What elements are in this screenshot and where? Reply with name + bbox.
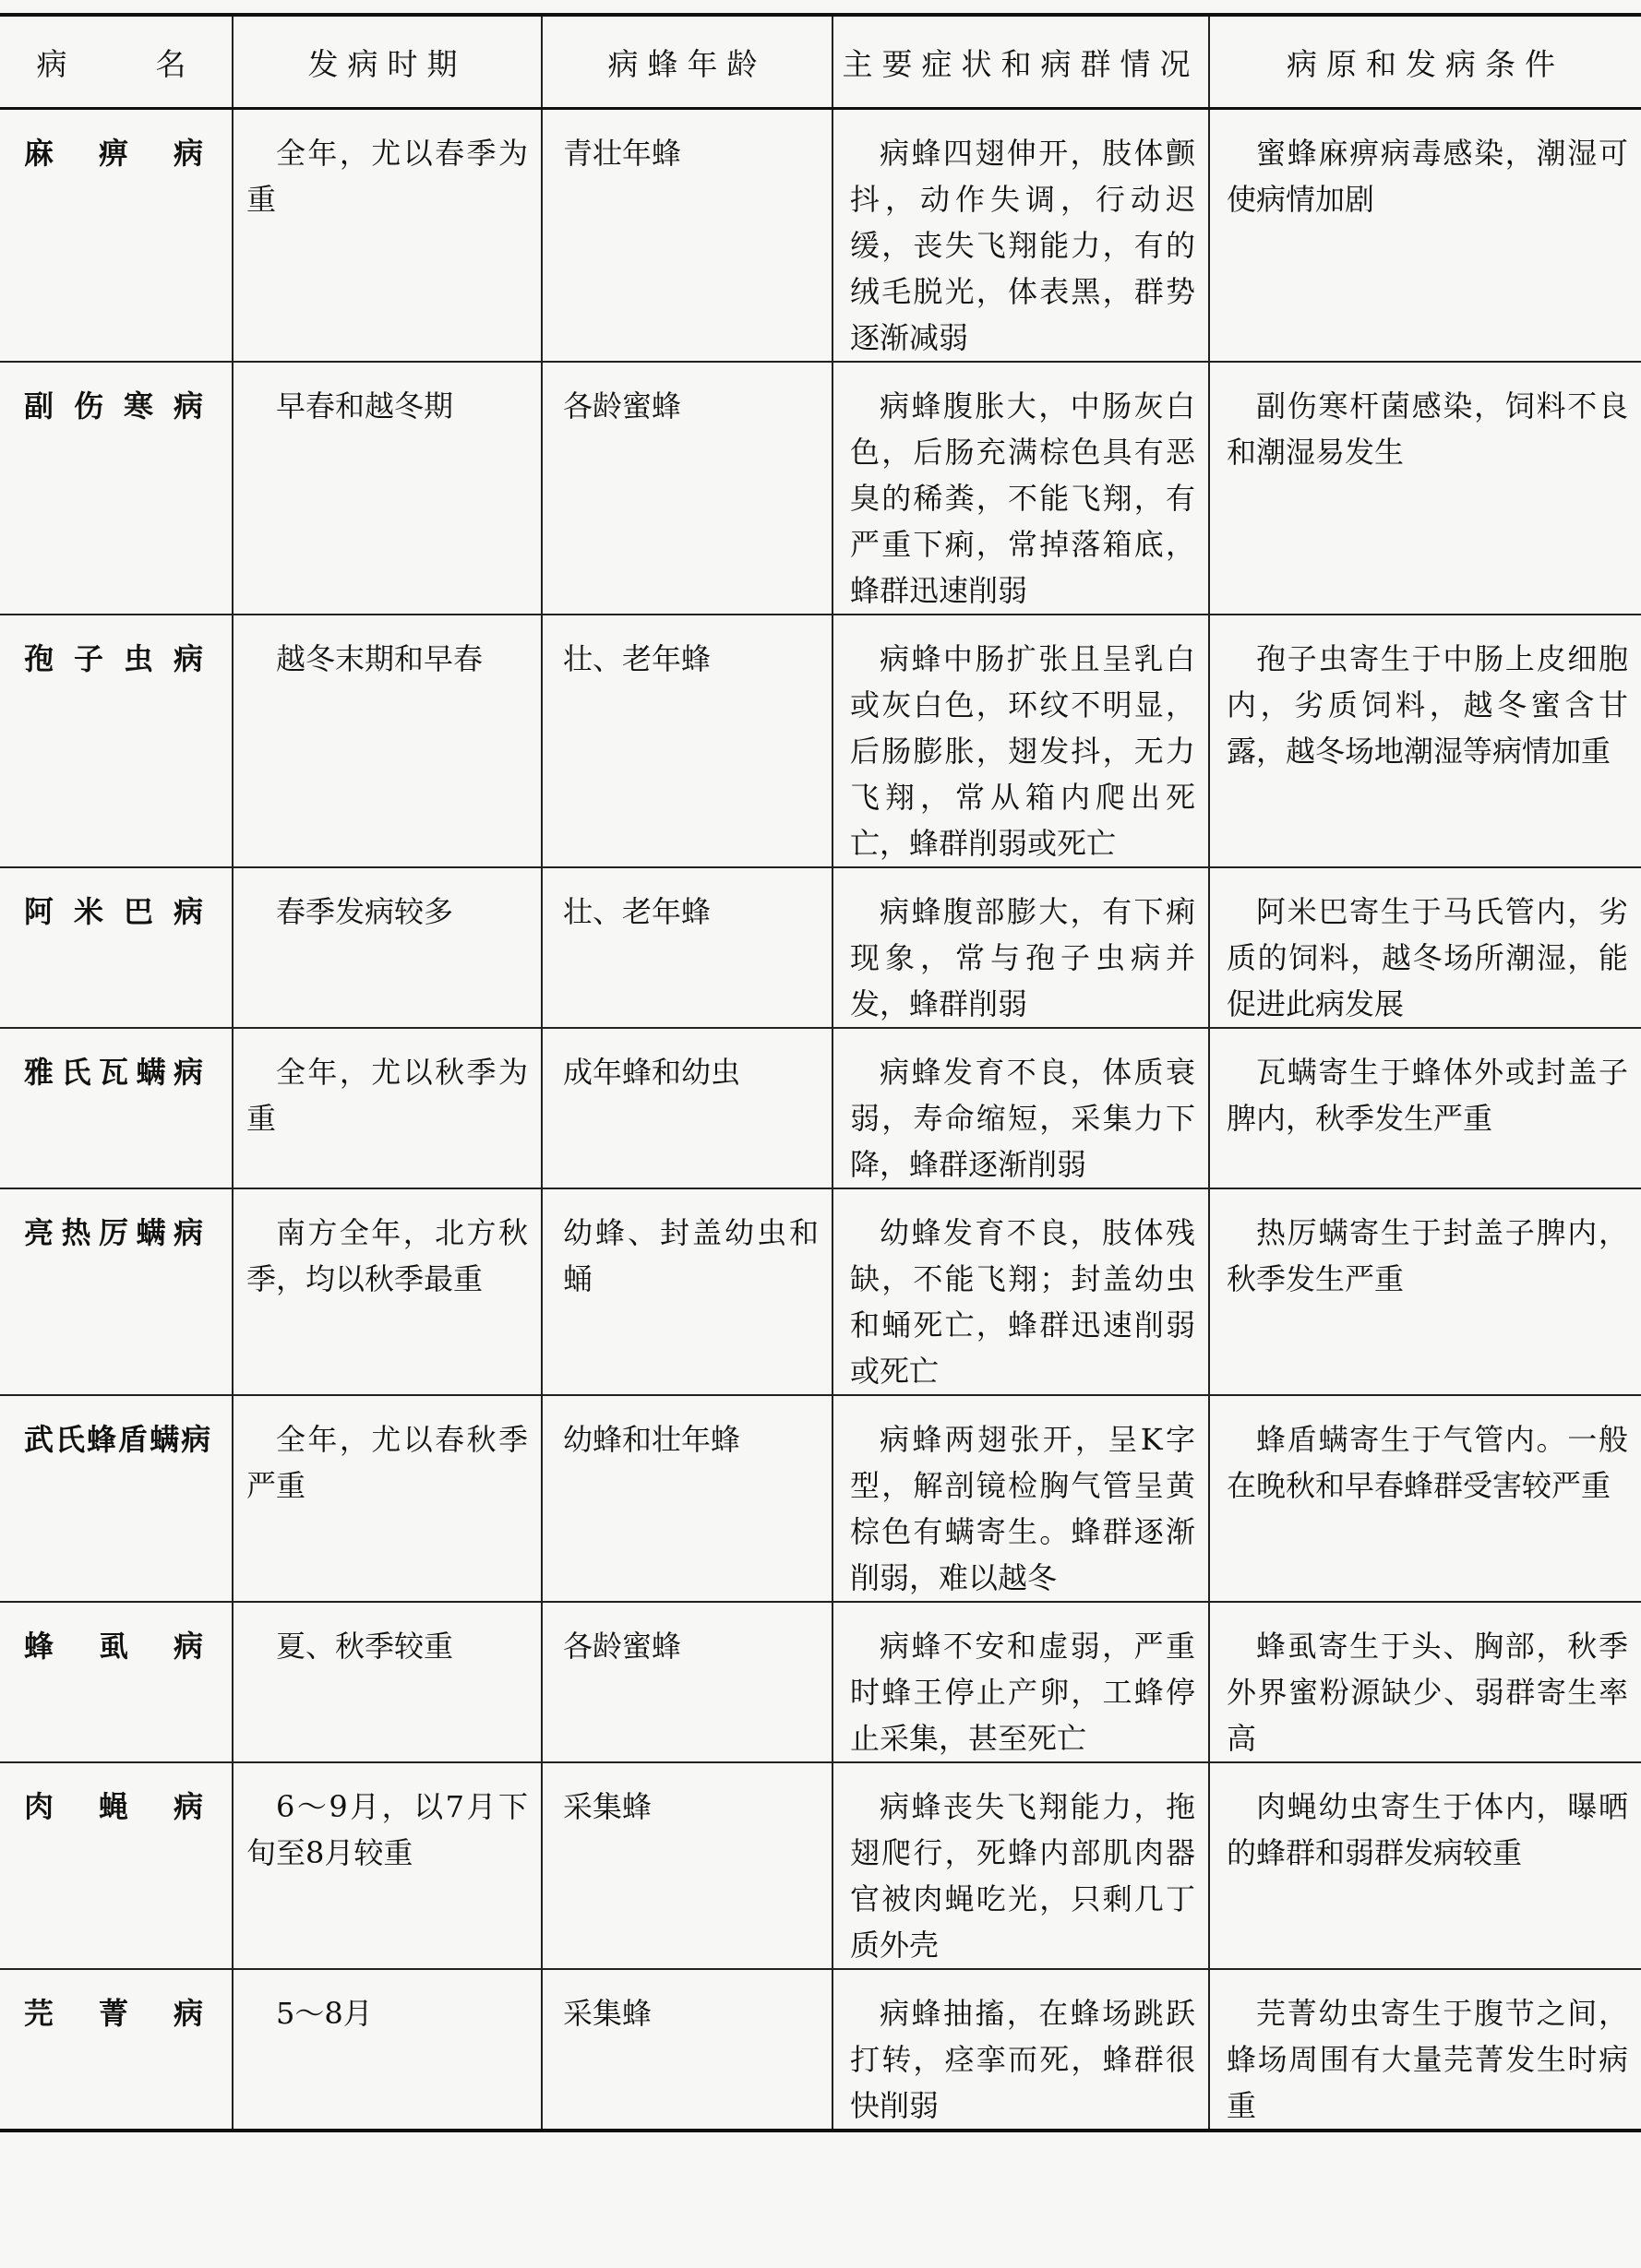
header-bee-age: 病蜂年龄 — [542, 15, 832, 109]
table-row — [0, 1762, 1641, 1969]
cause-cell: 肉蝇幼虫寄生于体内，曝晒的蜂群和弱群发病较重 — [1209, 1762, 1641, 1969]
disease-name-char: 肉 — [24, 1789, 56, 1824]
disease-name-char: 巴 — [123, 894, 155, 929]
cause-cell: 热厉螨寄生于封盖子脾内，秋季发生严重 — [1209, 1188, 1641, 1395]
cause-cell: 副伤寒杆菌感染，饲料不良和潮湿易发生 — [1209, 362, 1641, 615]
cause-cell: 孢子虫寄生于中肠上皮细胞内，劣质饲料，越冬蜜含甘露，越冬场地潮湿等病情加重 — [1209, 615, 1641, 867]
disease-name — [24, 1623, 205, 1669]
disease-name-char: 病 — [173, 1789, 205, 1824]
disease-name-char: 病 — [173, 1055, 205, 1090]
header-disease-name: 病 名 — [0, 15, 233, 109]
bee-age-cell: 幼蜂、封盖幼虫和蛹 — [542, 1188, 832, 1395]
onset-period-cell: 夏、秋季较重 — [233, 1602, 542, 1762]
disease-name-char: 病 — [173, 388, 205, 424]
bee-age-cell: 壮、老年蜂 — [542, 615, 832, 867]
disease-name-cell — [0, 1602, 233, 1762]
disease-name-cell — [0, 1028, 233, 1188]
disease-name-char: 孢 — [24, 641, 56, 676]
header-onset-period: 发病时期 — [233, 15, 542, 109]
disease-name-cell — [0, 1395, 233, 1602]
bee-disease-table — [0, 13, 1641, 2132]
bee-age-cell: 采集蜂 — [542, 1969, 832, 2131]
header-row — [0, 15, 1641, 109]
disease-name-cell — [0, 1969, 233, 2131]
cause-cell: 蜂虱寄生于头、胸部，秋季外界蜜粉源缺少、弱群寄生率高 — [1209, 1602, 1641, 1762]
cause-cell: 阿米巴寄生于马氏管内，劣质的饲料，越冬场所潮湿，能促进此病发展 — [1209, 867, 1641, 1028]
disease-name-char: 蝇 — [98, 1789, 130, 1824]
disease-name — [24, 636, 205, 682]
onset-period-cell: 5～8月 — [233, 1969, 542, 2131]
disease-name-char: 氏 — [55, 1422, 88, 1457]
table-row — [0, 1028, 1641, 1188]
disease-name-char: 病 — [173, 1215, 205, 1250]
disease-name — [24, 383, 205, 429]
table-row — [0, 867, 1641, 1028]
symptoms-cell: 病蜂四翅伸开，肢体颤抖，动作失调，行动迟缓，丧失飞翔能力，有的绒毛脱光，体表黑，群势逐渐减弱 — [832, 109, 1209, 363]
disease-name — [24, 1416, 213, 1462]
disease-name-char: 瓦 — [98, 1055, 130, 1090]
disease-name-char: 厉 — [98, 1215, 130, 1250]
disease-name-cell — [0, 362, 233, 615]
onset-period-cell: 全年，尤以秋季为重 — [233, 1028, 542, 1188]
onset-period-cell: 早春和越冬期 — [233, 362, 542, 615]
symptoms-cell: 病蜂不安和虚弱，严重时蜂王停止产卵，工蜂停止采集，甚至死亡 — [832, 1602, 1209, 1762]
disease-name-char: 蜂 — [87, 1422, 119, 1457]
symptoms-cell: 病蜂发育不良，体质衰弱，寿命缩短，采集力下降，蜂群逐渐削弱 — [832, 1028, 1209, 1188]
disease-name-char: 氏 — [61, 1055, 93, 1090]
header-cause-conditions: 病原和发病条件 — [1209, 15, 1641, 109]
disease-name — [24, 1210, 205, 1256]
table-row — [0, 1188, 1641, 1395]
cause-cell: 蜂盾螨寄生于气管内。一般在晚秋和早春蜂群受害较严重 — [1209, 1395, 1641, 1602]
disease-name-char: 病 — [173, 1996, 205, 2031]
onset-period-cell: 南方全年，北方秋季，均以秋季最重 — [233, 1188, 542, 1395]
table-row — [0, 1602, 1641, 1762]
disease-name — [24, 1049, 205, 1095]
disease-name-cell — [0, 615, 233, 867]
bee-age-cell: 青壮年蜂 — [542, 109, 832, 363]
bee-age-cell: 成年蜂和幼虫 — [542, 1028, 832, 1188]
disease-name-char: 病 — [173, 894, 205, 929]
disease-name-char: 芫 — [24, 1996, 56, 2031]
disease-name-char: 螨 — [136, 1215, 168, 1250]
bee-age-cell: 各龄蜜蜂 — [542, 362, 832, 615]
disease-name-cell — [0, 109, 233, 363]
onset-period-cell: 6～9月，以7月下旬至8月较重 — [233, 1762, 542, 1969]
symptoms-cell: 病蜂两翅张开，呈K字型，解剖镜检胸气管呈黄棕色有螨寄生。蜂群逐渐削弱，难以越冬 — [832, 1395, 1209, 1602]
table-row — [0, 109, 1641, 363]
symptoms-cell: 病蜂中肠扩张且呈乳白或灰白色，环纹不明显，后肠膨胀，翅发抖，无力飞翔，常从箱内爬出死亡，蜂群削弱或死亡 — [832, 615, 1209, 867]
disease-name-char: 病 — [173, 136, 205, 171]
header-symptoms: 主要症状和病群情况 — [832, 15, 1209, 109]
disease-name — [24, 1784, 205, 1830]
disease-name-char: 麻 — [24, 136, 56, 171]
disease-name-char: 盾 — [118, 1422, 150, 1457]
disease-name-char: 雅 — [24, 1055, 56, 1090]
disease-name-char: 螨 — [150, 1422, 182, 1457]
cause-cell: 蜜蜂麻痹病毒感染，潮湿可使病情加剧 — [1209, 109, 1641, 363]
disease-name-char: 伤 — [73, 388, 105, 424]
bee-age-cell: 幼蜂和壮年蜂 — [542, 1395, 832, 1602]
disease-name-char: 虫 — [123, 641, 155, 676]
table-header — [0, 15, 1641, 109]
disease-name-char: 螨 — [136, 1055, 168, 1090]
disease-name-char: 病 — [173, 641, 205, 676]
symptoms-cell: 幼蜂发育不良，肢体残缺，不能飞翔；封盖幼虫和蛹死亡，蜂群迅速削弱或死亡 — [832, 1188, 1209, 1395]
onset-period-cell: 春季发病较多 — [233, 867, 542, 1028]
onset-period-cell: 越冬末期和早春 — [233, 615, 542, 867]
disease-name-char: 痹 — [98, 136, 130, 171]
disease-name-char: 米 — [73, 894, 105, 929]
disease-name-char: 蜂 — [24, 1629, 56, 1664]
disease-name-char: 武 — [24, 1422, 56, 1457]
disease-name — [24, 130, 205, 176]
symptoms-cell: 病蜂丧失飞翔能力，拖翅爬行，死蜂内部肌肉器官被肉蝇吃光，只剩几丁质外壳 — [832, 1762, 1209, 1969]
disease-name-char: 寒 — [123, 388, 155, 424]
symptoms-cell: 病蜂腹胀大，中肠灰白色，后肠充满棕色具有恶臭的稀粪，不能飞翔，有严重下痢，常掉落箱底，蜂群迅速削弱 — [832, 362, 1209, 615]
onset-period-cell: 全年，尤以春季为重 — [233, 109, 542, 363]
disease-name-cell — [0, 867, 233, 1028]
disease-name-char: 病 — [181, 1422, 213, 1457]
bee-age-cell: 采集蜂 — [542, 1762, 832, 1969]
disease-name-cell — [0, 1188, 233, 1395]
table-row — [0, 615, 1641, 867]
cause-cell: 瓦螨寄生于蜂体外或封盖子脾内，秋季发生严重 — [1209, 1028, 1641, 1188]
disease-name — [24, 889, 205, 935]
disease-name-char: 虱 — [98, 1629, 130, 1664]
disease-name-char: 亮 — [24, 1215, 56, 1250]
disease-name-char: 热 — [61, 1215, 93, 1250]
cause-cell: 芫菁幼虫寄生于腹节之间，蜂场周围有大量芫菁发生时病重 — [1209, 1969, 1641, 2131]
disease-name-char: 阿 — [24, 894, 56, 929]
disease-name — [24, 1990, 205, 2036]
symptoms-cell: 病蜂腹部膨大，有下痢现象，常与孢子虫病并发，蜂群削弱 — [832, 867, 1209, 1028]
disease-name-char: 子 — [73, 641, 105, 676]
table-row — [0, 362, 1641, 615]
disease-name-char: 副 — [24, 388, 56, 424]
onset-period-cell: 全年，尤以春秋季严重 — [233, 1395, 542, 1602]
table-body — [0, 109, 1641, 2131]
disease-name-char: 病 — [173, 1629, 205, 1664]
bee-age-cell: 壮、老年蜂 — [542, 867, 832, 1028]
disease-name-cell — [0, 1762, 233, 1969]
symptoms-cell: 病蜂抽搐，在蜂场跳跃打转，痉挛而死，蜂群很快削弱 — [832, 1969, 1209, 2131]
bee-age-cell: 各龄蜜蜂 — [542, 1602, 832, 1762]
table-row — [0, 1969, 1641, 2131]
table-row — [0, 1395, 1641, 1602]
disease-name-char: 菁 — [98, 1996, 130, 2031]
